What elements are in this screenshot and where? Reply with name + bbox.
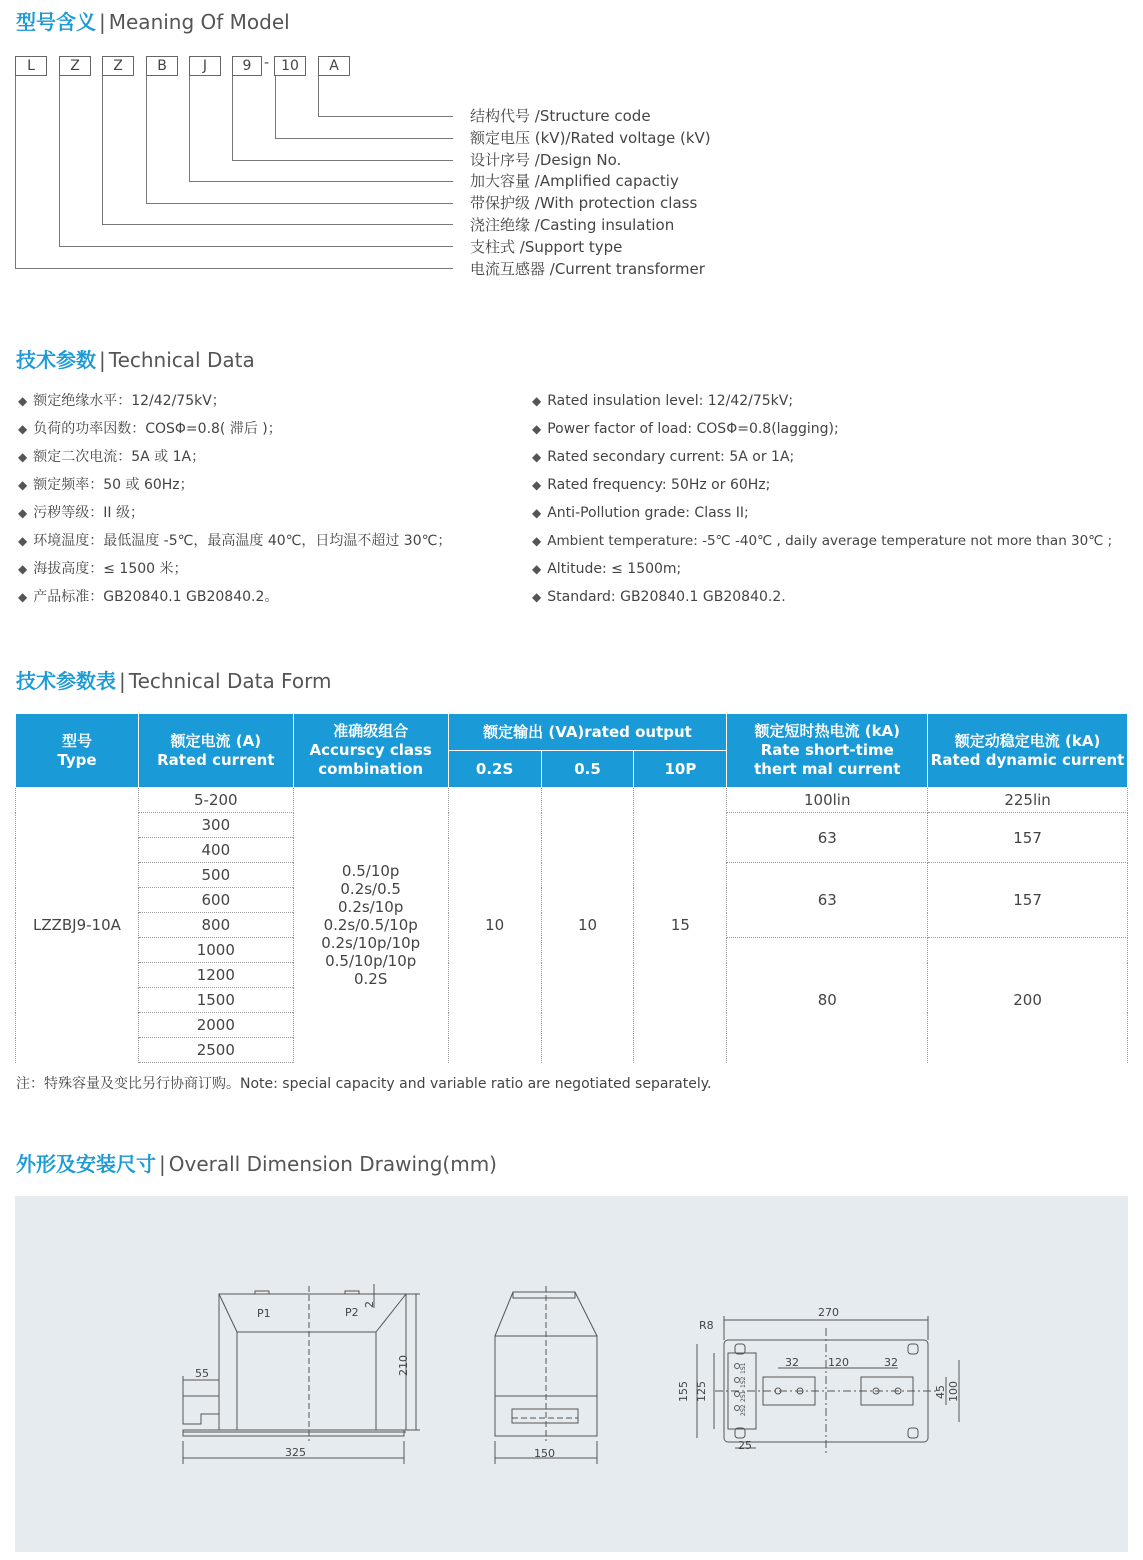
terminal-label: 1S2 xyxy=(740,1376,747,1388)
tech-item-en: ◆ Ambient temperature: -5℃ -40℃ , daily average temperature not more than 30℃ ; xyxy=(532,533,1113,549)
header-type: 型号 Type xyxy=(16,714,139,788)
cell-accuracy: 0.5/10p 0.2s/0.5 0.2s/10p 0.2s/0.5/10p 0.2s/10p/10p 0.5/10p/10p 0.2S xyxy=(293,788,448,1063)
cell-current: 800 xyxy=(138,913,293,938)
dim-2: 2 xyxy=(363,1301,376,1308)
model-meaning: 设计序号 /Design No. xyxy=(470,151,622,169)
model-letter: 10 xyxy=(274,56,306,76)
bottom-view xyxy=(697,1316,959,1454)
cell-type: LZZBJ9-10A xyxy=(16,788,139,1063)
cell-output-02s: 10 xyxy=(448,788,541,1063)
header-accuracy: 准确级组合 Accurscy class combination xyxy=(293,714,448,788)
model-letter: J xyxy=(189,56,221,76)
label-p2: P2 xyxy=(345,1306,359,1319)
cell-output-10p: 15 xyxy=(634,788,727,1063)
cell-current: 1200 xyxy=(138,963,293,988)
section-title-model: 型号含义 | Meaning Of Model xyxy=(16,10,290,34)
tech-item-cn: ◆ 污秽等级：II 级； xyxy=(18,505,144,521)
cell-current: 2000 xyxy=(138,1013,293,1038)
cell-output-05: 10 xyxy=(541,788,634,1063)
header-output-10p: 10P xyxy=(634,751,727,788)
tech-item-en: ◆ Rated secondary current: 5A or 1A; xyxy=(532,449,795,465)
header-current: 额定电流 (A) Rated current xyxy=(138,714,293,788)
model-meaning: 浇注绝缘 /Casting insulation xyxy=(470,216,675,234)
tech-item-en: ◆ Rated frequency: 50Hz or 60Hz; xyxy=(532,477,771,493)
technical-data-table xyxy=(15,713,1128,1063)
dim-25: 25 xyxy=(738,1439,752,1452)
dim-270: 270 xyxy=(818,1306,839,1319)
tech-item-en: ◆ Altitude: ≤ 1500m; xyxy=(532,561,682,577)
model-meaning: 结构代号 /Structure code xyxy=(470,107,651,125)
cell-dynamic: 200 xyxy=(928,938,1128,1063)
model-letter: Z xyxy=(102,56,134,76)
section-title-tech: 技术参数 | Technical Data xyxy=(16,348,255,372)
tech-item-cn: ◆ 环境温度：最低温度 -5℃，最高温度 40℃，日均温不超过 30℃； xyxy=(18,533,452,549)
dim-55: 55 xyxy=(195,1367,209,1380)
model-letter: A xyxy=(318,56,350,76)
dim-32-right: 32 xyxy=(884,1356,898,1369)
tech-item-en: ◆ Power factor of load: COSΦ=0.8(lagging); xyxy=(532,421,839,437)
dim-100: 100 xyxy=(947,1381,960,1402)
cell-current: 2500 xyxy=(138,1038,293,1063)
table-row xyxy=(16,788,1128,813)
model-letter: Z xyxy=(59,56,91,76)
header-output-02s: 0.2S xyxy=(448,751,541,788)
header-short-time: 额定短时热电流 (kA) Rate short-time thert mal current xyxy=(727,714,928,788)
dim-120: 120 xyxy=(828,1356,849,1369)
cell-current: 5-200 xyxy=(138,788,293,813)
section-title-form: 技术参数表 | Technical Data Form xyxy=(16,669,332,693)
tech-item-en: ◆ Standard: GB20840.1 GB20840.2. xyxy=(532,589,786,605)
header-output: 额定输出 (VA)rated output xyxy=(448,714,727,751)
dim-45: 45 xyxy=(934,1385,947,1399)
dim-325: 325 xyxy=(285,1446,306,1459)
model-letter: L xyxy=(15,56,47,76)
tech-item-cn: ◆ 负荷的功率因数：COSΦ=0.8( 滞后 )； xyxy=(18,421,282,437)
model-meaning: 电流互感器 /Current transformer xyxy=(470,260,705,278)
cell-short-time: 63 xyxy=(727,813,928,863)
section-title-drawing: 外形及安装尺寸 | Overall Dimension Drawing(mm) xyxy=(16,1152,497,1176)
tech-item-cn: ◆ 额定频率：50 或 60Hz； xyxy=(18,477,194,493)
header-output-05: 0.5 xyxy=(541,751,634,788)
cell-current: 400 xyxy=(138,838,293,863)
tech-item-en: ◆ Anti-Pollution grade: Class II; xyxy=(532,505,749,521)
tech-item-cn: ◆ 产品标准：GB20840.1 GB20840.2。 xyxy=(18,589,279,605)
dim-r8: R8 xyxy=(699,1319,714,1332)
cell-current: 500 xyxy=(138,863,293,888)
header-dynamic: 额定动稳定电流 (kA) Rated dynamic current xyxy=(928,714,1128,788)
tech-item-cn: ◆ 海拔高度：≤ 1500 米； xyxy=(18,561,188,577)
dim-210: 210 xyxy=(397,1355,410,1376)
tech-item-en: ◆ Rated insulation level: 12/42/75kV; xyxy=(532,393,794,409)
table-note: 注：特殊容量及变比另行协商订购。Note: special capacity and variable ratio are negotiated separately. xyxy=(16,1076,712,1092)
cell-current: 1500 xyxy=(138,988,293,1013)
side-view xyxy=(183,1284,420,1464)
tech-item-cn: ◆ 额定二次电流：5A 或 1A； xyxy=(18,449,206,465)
label-p1: P1 xyxy=(257,1307,271,1320)
dim-150: 150 xyxy=(534,1447,555,1460)
terminal-label: 1S1 xyxy=(740,1362,747,1374)
terminal-label: 2S1 xyxy=(740,1390,747,1402)
cell-current: 300 xyxy=(138,813,293,838)
dim-32-left: 32 xyxy=(785,1356,799,1369)
dim-125: 125 xyxy=(695,1381,708,1402)
terminal-label: 2S2 xyxy=(740,1404,747,1416)
drawing-panel xyxy=(15,1196,1128,1552)
front-view xyxy=(495,1286,597,1464)
cell-short-time: 63 xyxy=(727,863,928,938)
cell-current: 600 xyxy=(138,888,293,913)
model-letter: 9 xyxy=(232,56,262,76)
cell-short-time: 100lin xyxy=(727,788,928,813)
model-dash: - xyxy=(264,55,270,71)
cell-dynamic: 157 xyxy=(928,813,1128,863)
model-meaning: 支柱式 /Support type xyxy=(470,238,623,256)
model-meaning: 额定电压 (kV)/Rated voltage (kV) xyxy=(470,129,711,147)
tech-item-cn: ◆ 额定绝缘水平：12/42/75kV； xyxy=(18,393,226,409)
cell-dynamic: 225lin xyxy=(928,788,1128,813)
model-meaning: 带保护级 /With protection class xyxy=(470,194,698,212)
model-letter: B xyxy=(146,56,178,76)
cell-short-time: 80 xyxy=(727,938,928,1063)
model-meaning: 加大容量 /Amplified capactiy xyxy=(470,172,679,190)
dimension-drawing xyxy=(15,1196,1128,1552)
cell-current: 1000 xyxy=(138,938,293,963)
dim-155: 155 xyxy=(677,1381,690,1402)
cell-dynamic: 157 xyxy=(928,863,1128,938)
